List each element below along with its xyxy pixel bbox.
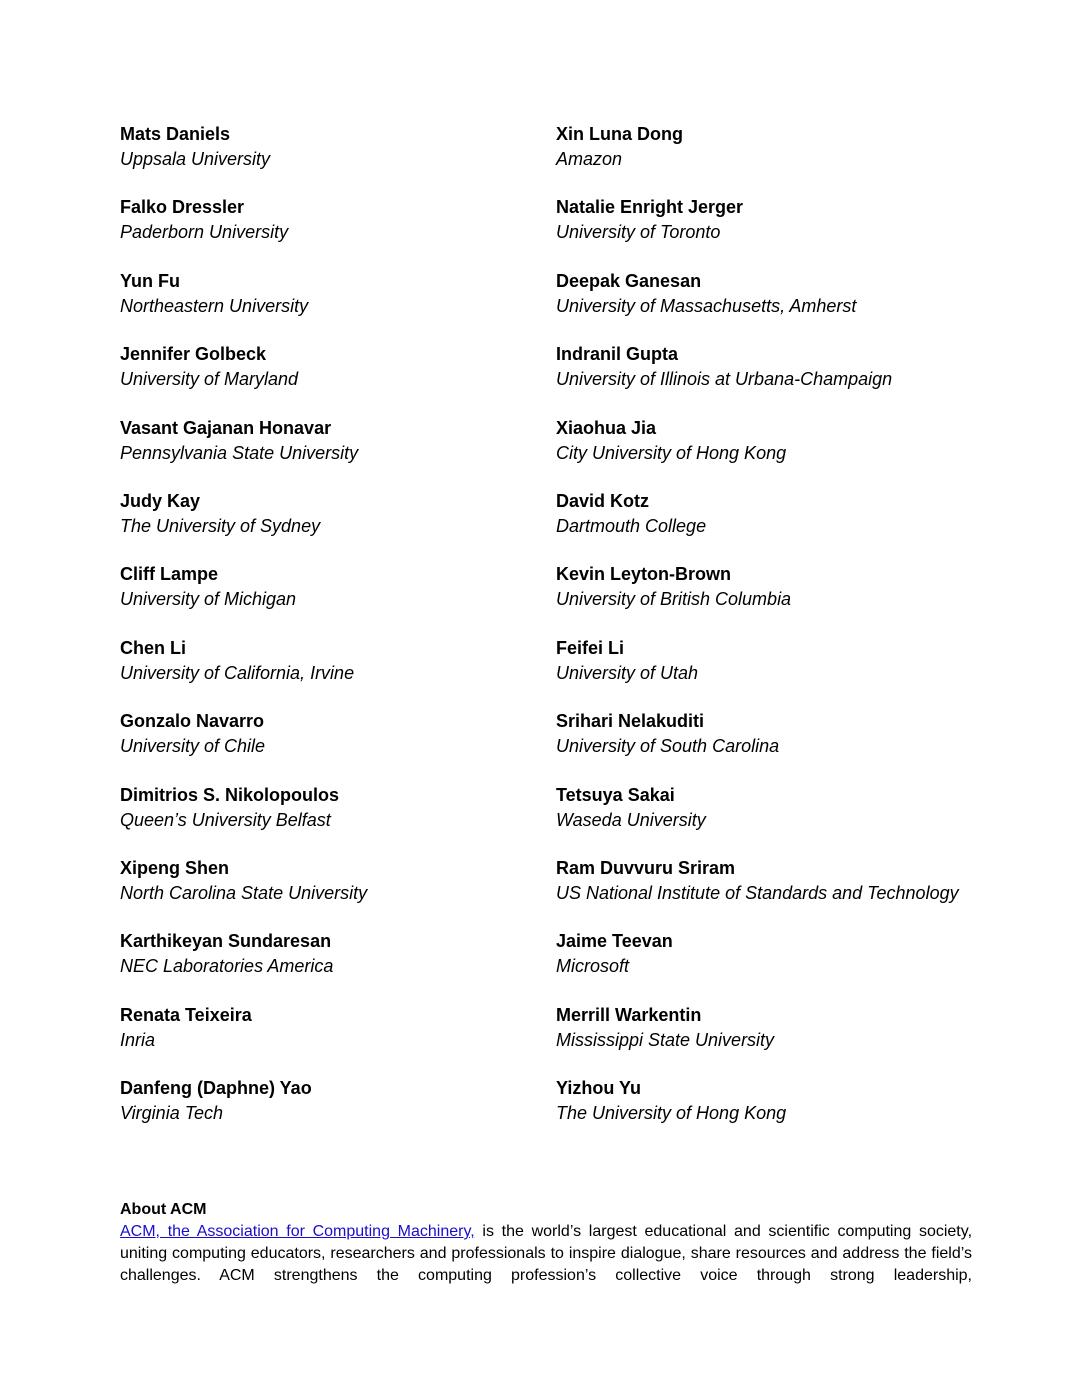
person-entry — [556, 1003, 972, 1076]
person-affiliation: The University of Hong Kong — [556, 1103, 787, 1124]
person-name: Merrill Warkentin — [556, 1004, 702, 1025]
person-entry — [120, 122, 556, 195]
person-entry — [120, 636, 556, 709]
person-affiliation: Waseda University — [556, 809, 706, 830]
person-entry — [120, 783, 556, 856]
person-name: Xipeng Shen — [120, 857, 230, 878]
person-affiliation: University of Illinois at Urbana-Champaign — [556, 369, 893, 390]
person-entry — [120, 709, 556, 782]
person-name: Falko Dressler — [120, 197, 245, 218]
person-affiliation: NEC Laboratories America — [120, 956, 334, 977]
person-affiliation: US National Institute of Standards and Technology — [556, 882, 959, 903]
person-affiliation: Dartmouth College — [556, 515, 707, 536]
person-affiliation: City University of Hong Kong — [556, 442, 787, 463]
person-name: Jennifer Golbeck — [120, 344, 267, 365]
person-entry — [556, 1076, 972, 1149]
person-name: Judy Kay — [120, 490, 201, 511]
person-name: Srihari Nelakuditi — [556, 711, 705, 732]
person-entry — [120, 929, 556, 1002]
person-name: Tetsuya Sakai — [556, 784, 675, 805]
person-affiliation: University of Maryland — [120, 369, 299, 390]
person-entry — [556, 929, 972, 1002]
person-entry — [120, 562, 556, 635]
person-affiliation: University of California, Irvine — [120, 662, 355, 683]
about-paragraph — [120, 1221, 972, 1287]
person-name: Gonzalo Navarro — [120, 711, 265, 732]
fellows-list — [120, 122, 972, 1149]
person-entry — [120, 856, 556, 929]
person-name: Dimitrios S. Nikolopoulos — [120, 784, 340, 805]
person-name: Danfeng (Daphne) Yao — [120, 1078, 312, 1099]
person-affiliation: University of Michigan — [120, 589, 297, 610]
person-entry — [120, 269, 556, 342]
person-name: Ram Duvvuru Sriram — [556, 857, 736, 878]
person-affiliation: University of South Carolina — [556, 736, 780, 757]
person-affiliation: University of British Columbia — [556, 589, 792, 610]
person-affiliation: University of Toronto — [556, 222, 721, 243]
person-name: Indranil Gupta — [556, 344, 679, 365]
person-entry — [556, 269, 972, 342]
person-entry — [556, 122, 972, 195]
person-name: Cliff Lampe — [120, 564, 219, 585]
person-name: Renata Teixeira — [120, 1004, 252, 1025]
person-entry — [556, 489, 972, 562]
person-affiliation: Microsoft — [556, 956, 630, 977]
fellows-grid — [120, 122, 972, 1149]
person-name: Xiaohua Jia — [556, 417, 657, 438]
person-name: Natalie Enright Jerger — [556, 197, 744, 218]
about-body-text: is the world’s largest educational and scientific computing society, uniting computing educators, researchers and professionals to inspire dialogue, share resources and address the field’s challenges. ACM strengthens the computing profession’s collective voice through strong leadership, — [120, 1223, 973, 1284]
person-affiliation: The University of Sydney — [120, 515, 321, 536]
person-entry — [120, 489, 556, 562]
person-affiliation: Uppsala University — [120, 149, 271, 169]
about-acm-section — [120, 1199, 972, 1287]
person-entry — [120, 1076, 556, 1149]
person-affiliation: Queen’s University Belfast — [120, 809, 331, 830]
person-entry — [556, 416, 972, 489]
person-affiliation: University of Massachusetts, Amherst — [556, 295, 857, 316]
person-entry — [120, 195, 556, 268]
person-entry — [556, 342, 972, 415]
person-name: Kevin Leyton-Brown — [556, 564, 732, 585]
person-affiliation: Pennsylvania State University — [120, 442, 359, 463]
person-entry — [556, 636, 972, 709]
person-affiliation: Virginia Tech — [120, 1103, 224, 1124]
acm-link[interactable]: ACM, the Association for Computing Machinery, — [120, 1223, 475, 1240]
person-affiliation: Mississippi State University — [556, 1029, 775, 1050]
person-name: Mats Daniels — [120, 124, 231, 144]
person-name: Yun Fu — [120, 270, 180, 291]
person-entry — [556, 856, 972, 929]
person-affiliation: Amazon — [556, 149, 623, 169]
person-name: Vasant Gajanan Honavar — [120, 417, 332, 438]
person-name: Xin Luna Dong — [556, 124, 683, 144]
person-entry — [120, 342, 556, 415]
person-entry — [120, 416, 556, 489]
person-affiliation: Paderborn University — [120, 222, 289, 243]
person-name: Deepak Ganesan — [556, 270, 702, 291]
person-entry — [120, 1003, 556, 1076]
person-entry — [556, 195, 972, 268]
person-name: Karthikeyan Sundaresan — [120, 931, 332, 952]
person-name: Feifei Li — [556, 637, 625, 658]
person-entry — [556, 562, 972, 635]
person-name: David Kotz — [556, 490, 650, 511]
person-affiliation: Northeastern University — [120, 295, 309, 316]
person-affiliation: North Carolina State University — [120, 882, 368, 903]
person-affiliation: Inria — [120, 1029, 156, 1050]
person-entry — [556, 709, 972, 782]
person-entry — [556, 783, 972, 856]
person-name: Yizhou Yu — [556, 1078, 642, 1099]
person-affiliation: University of Utah — [556, 662, 699, 683]
about-heading: About ACM — [120, 1201, 207, 1218]
person-name: Jaime Teevan — [556, 931, 673, 952]
person-affiliation: University of Chile — [120, 736, 266, 757]
person-name: Chen Li — [120, 637, 186, 658]
